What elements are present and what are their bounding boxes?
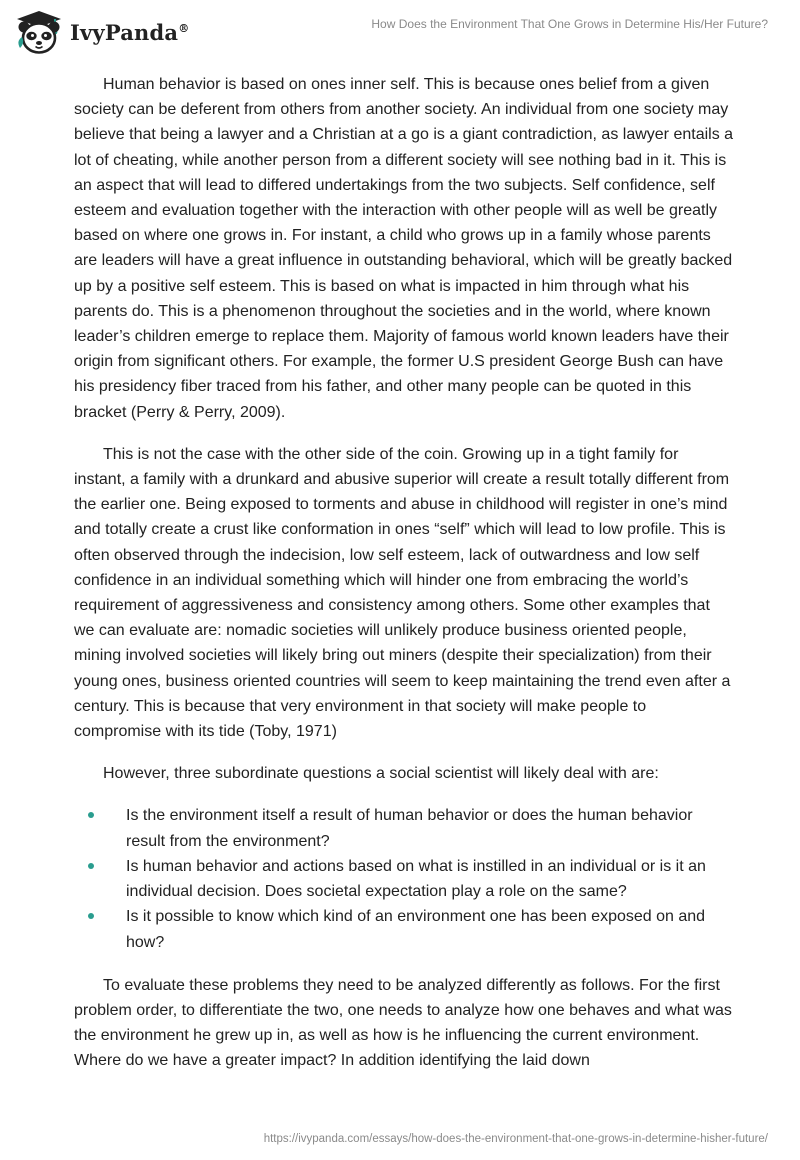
- ivypanda-logo[interactable]: [14, 8, 189, 56]
- essay-paragraph-2: This is not the case with the other side of the coin. Growing up in a tight family for instant, a family with a drunkard and abusive superior will create a result totally different from the earlier one. Being exposed to torments and abuse in childhood will register in one’s mind and totally create a crust like conformation in ones “self” which will lead to low profile. This is often observed through the indecision, low self esteem, lack of outwardness and low self confidence in an individual something which will hinder one from embracing the world’s requirement of aggressiveness and consistency among others. Some other examples that we can evaluate are: nomadic societies will unlikely produce business oriented people, mining involved societies will likely bring out miners (despite their specialization) from their young ones, business oriented countries will seem to keep maintaining the trend even after a century. This is because that very environment in that society will make people to compromise with its tide (Toby, 1971): [74, 445, 731, 741]
- page-header: [0, 0, 800, 64]
- source-url[interactable]: https://ivypanda.com/essays/how-does-the-environment-that-one-grows-in-determine-hisher-future/: [263, 1133, 768, 1145]
- question-item-3: [74, 904, 734, 954]
- document-title: How Does the Environment That One Grows in Determine His/Her Future?: [371, 17, 768, 31]
- essay-paragraph-3: However, three subordinate questions a social scientist will likely deal with are:: [103, 765, 659, 783]
- bullet-icon: [88, 812, 94, 818]
- essay-content: [74, 72, 734, 1091]
- question-text-1: Is the environment itself a result of human behavior or does the human behavior result from the environment?: [126, 807, 693, 850]
- question-text-2: Is human behavior and actions based on what is instilled in an individual or is it an individual decision. Does societal expectation play a role on the same?: [126, 857, 706, 901]
- questions-list: [74, 803, 734, 954]
- essay-paragraph-1: Human behavior is based on ones inner self. This is because ones belief from a given society can be deferent from others from another society. An individual from one society may believe that being a lawyer and a Christian at a go is a giant contradiction, as lawyer entails a lot of cheating, while another person from a different society will see nothing bad in it. This is an aspect that will lead to differed undertakings from the two subjects. Self confidence, self esteem and evaluation together with the interaction with other people will as well be greatly based on where one grows in. For instant, a child who grows up in a family whose parents are leaders will have a great influence in outstanding behavioral, which will be greatly backed up by a positive self esteem. This is based on what is impacted in him through what his parents do. This is a phenomenon throughout the societies and in the world, where known leader’s children emerge to replace them. Majority of famous world known leaders have their origin from significant others. For example, the former U.S president George Bush can have his presidency fiber traced from his father, and other many people can be quoted in this bracket (Perry & Perry, 2009).: [74, 76, 734, 421]
- question-item-1: [74, 803, 734, 853]
- question-item-2: [74, 854, 734, 904]
- panda-graduate-icon: [14, 8, 64, 56]
- bullet-icon: [88, 913, 94, 919]
- bullet-icon: [88, 863, 94, 869]
- question-text-3: Is it possible to know which kind of an environment one has been exposed on and how?: [126, 908, 706, 951]
- registered-mark: ®: [178, 21, 190, 35]
- essay-paragraph-4: To evaluate these problems they need to be analyzed differently as follows. For the first problem order, to differentiate the two, one needs to analyze how one behaves and what was the environment he grew up in, as well as how is he influencing the current environment. Where do we have a greater impact? In addition identifying the laid down: [74, 976, 732, 1070]
- brand-name: IvyPanda®: [70, 19, 190, 45]
